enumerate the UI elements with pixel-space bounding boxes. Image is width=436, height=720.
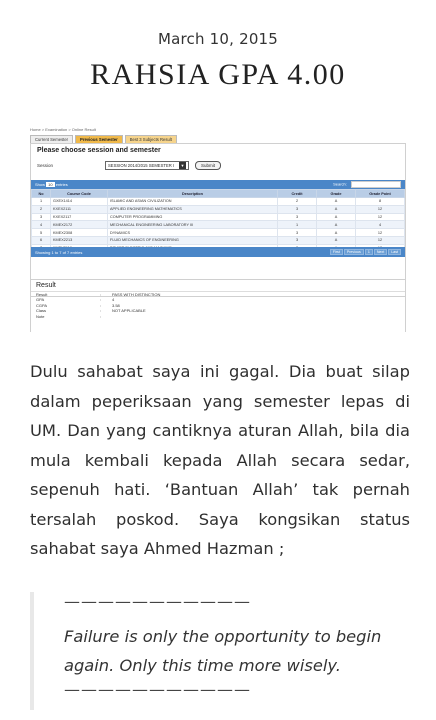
quote-rule-bottom: ——————————— [64,680,251,699]
table-cell: A [317,198,356,206]
table-row [32,229,405,237]
table-cell: DYNAMICS [108,229,278,237]
table-info: Showing 1 to 7 of 7 entries [35,249,83,255]
table-cell: 3 [278,205,317,213]
tab-previous-semester[interactable]: Previous Semester [75,135,123,143]
table-cell: 2 [278,198,317,206]
table-cell: GXEX1414 [51,198,108,206]
result-value: 4 [112,297,115,303]
session-select-value: SESSION 2014/2015 SEMESTER I [108,162,175,168]
table-cell: COMPUTER PROGRAMMING [108,213,278,221]
result-value: NOT APPLICABLE [112,308,146,314]
col-description[interactable]: Description [108,190,278,198]
show-label: Show [35,182,46,187]
tab-best-3-subjects[interactable]: Best 3 Subjects Result [125,135,177,143]
table-row [32,205,405,213]
session-select[interactable] [105,161,189,170]
result-separator: : [100,302,102,308]
result-key: Result [36,292,48,297]
entries-select[interactable]: 10 [48,182,53,187]
result-key: Note [36,313,45,319]
table-cell: MECHANICAL ENGINEERING LABORATORY III [108,221,278,229]
col-credit[interactable]: Credit [278,190,317,198]
post-paragraph: Dulu sahabat saya ini gagal. Dia buat silap dalam peperiksaan yang semester lepas di UM. Dan yang cantiknya aturan Allah, bila dia mula kembali kepada Allah secara sedar, sepenuh hati. ‘Bantuan Allah’ tak pernah tersalah poskod. Saya kongsikan status sahabat saya Ahmed Hazman ; [30,362,410,558]
results-table [31,189,405,253]
result-separator: : [100,292,102,297]
table-toolbar [31,180,405,189]
table-cell: 1 [278,221,317,229]
table-cell: 8 [356,198,405,206]
table-row [32,236,405,244]
pager-first[interactable]: First [330,249,343,255]
table-cell: 12 [356,213,405,221]
post-title: RAHSIA GPA 4.00 [90,58,346,91]
table-cell: A [317,236,356,244]
result-panel [30,279,406,332]
pager-last[interactable]: Last [388,249,401,255]
table-cell: 1 [32,198,51,206]
table-cell: 12 [356,236,405,244]
table-cell: FLUID MECHANICS OF ENGINEERING [108,236,278,244]
result-separator: : [100,297,102,303]
table-cell: 12 [356,229,405,237]
table-row [32,221,405,229]
session-label: Session [37,162,54,168]
col-grade[interactable]: Grade [317,190,356,198]
result-separator: : [100,313,102,319]
entries-label: entries [55,182,68,187]
table-cell: A [317,213,356,221]
quote-text: Failure is only the opportunity to begin again. Only this time more wisely. [64,627,382,675]
submit-button[interactable]: Submit [195,161,221,170]
chevron-down-icon: ▼ [180,162,185,168]
table-cell: 3 [278,229,317,237]
tab-current-semester[interactable]: Current Semester [30,135,73,143]
table-row [32,198,405,206]
col-no[interactable]: No [32,190,51,198]
table-header-row [32,190,405,198]
result-row [31,314,405,319]
table-cell: ISLAMIC AND ASIAN CIVILIZATION [108,198,278,206]
table-cell: 2 [32,205,51,213]
table-cell: KMEX2308 [51,229,108,237]
result-key: Class [36,308,47,314]
table-cell: APPLIED ENGINEERING MATHEMATICS [108,205,278,213]
quote-rule-top: ——————————— [64,592,251,611]
result-key: GPA [36,297,45,303]
table-cell: 3 [278,236,317,244]
table-cell: 3 [32,213,51,221]
pagination [330,249,401,255]
table-cell: A [317,229,356,237]
table-cell: 4 [32,221,51,229]
table-cell: 4 [356,221,405,229]
table-cell: A [317,205,356,213]
col-course-code[interactable]: Course Code [51,190,108,198]
pager-next[interactable]: Next [374,249,387,255]
table-cell: KMEX2172 [51,221,108,229]
result-separator: : [100,308,102,314]
table-cell: 3 [278,213,317,221]
session-panel [30,143,406,297]
pager-previous[interactable]: Previous [344,249,364,255]
table-cell: KMEX2213 [51,236,108,244]
breadcrumb: Home > Examination > Online Result [30,127,96,132]
semester-tabs [30,135,408,143]
table-cell: 5 [32,229,51,237]
pager-page[interactable]: 1 [365,249,373,255]
table-cell: KXEX2111 [51,205,108,213]
table-cell: A [317,221,356,229]
result-value: 3.58 [112,302,120,308]
table-row [32,213,405,221]
col-grade-point[interactable]: Grade Point [356,190,405,198]
search-label: Search: [333,181,347,187]
table-footer [31,247,405,257]
result-screenshot [28,124,408,332]
table-cell: 12 [356,205,405,213]
search-input[interactable] [351,181,401,188]
result-value: PASS WITH DISTINCTION [112,292,161,297]
result-key: CGPA [36,302,48,308]
result-heading: Result [31,280,405,292]
table-cell: 6 [32,236,51,244]
table-cell: KXEX2117 [51,213,108,221]
session-heading: Please choose session and semester [37,147,161,154]
post-date: March 10, 2015 [157,30,279,48]
blockquote [30,592,412,710]
